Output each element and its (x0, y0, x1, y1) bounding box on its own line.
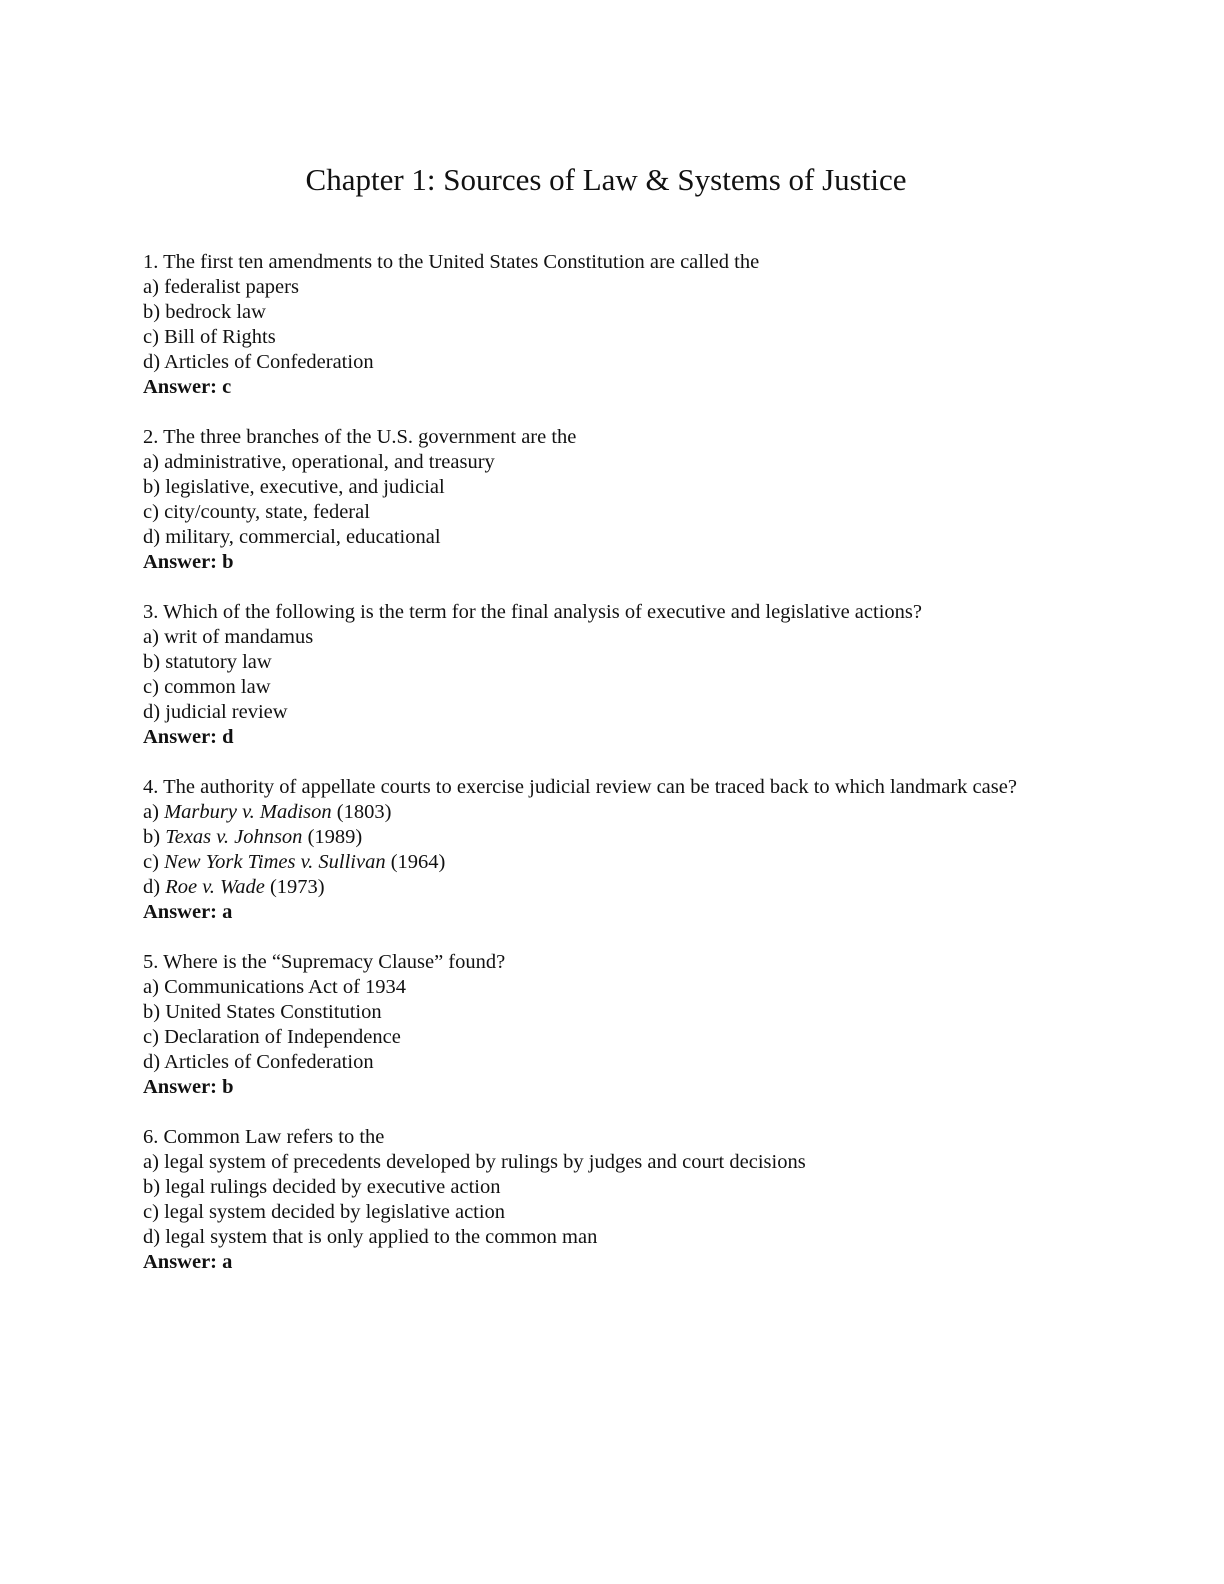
option-text: judicial review (165, 701, 288, 723)
option-text: Articles of Confederation (164, 351, 374, 373)
option-prefix: b) (143, 476, 166, 498)
option-prefix: a) (143, 626, 165, 648)
option-text: Bill of Rights (164, 326, 276, 348)
page-title: Chapter 1: Sources of Law & Systems of Justice (305, 162, 907, 197)
answer-key: Answer: c (143, 376, 232, 398)
option-prefix: d) (143, 701, 166, 723)
option-text: legal system decided by legislative action (164, 1201, 506, 1223)
option-prefix: d) (143, 351, 165, 373)
option-prefix: d) (143, 1226, 166, 1248)
case-name: Marbury v. Madison (164, 801, 332, 823)
option-c (143, 500, 1083, 525)
option-text: legal system of precedents developed by rulings by judges and court decisions (164, 1151, 806, 1173)
option-text: statutory law (165, 651, 272, 673)
option-a (143, 975, 1083, 1000)
option-d (143, 525, 1083, 550)
option-prefix: a) (143, 1151, 165, 1173)
option-a (143, 800, 1083, 825)
question-list (143, 250, 1083, 1300)
option-a (143, 625, 1083, 650)
option-prefix: c) (143, 851, 165, 873)
option-c (143, 1200, 1083, 1225)
option-d (143, 875, 1083, 900)
option-b (143, 475, 1083, 500)
case-name: Texas v. Johnson (165, 826, 303, 848)
option-prefix: b) (143, 826, 166, 848)
option-text: federalist papers (164, 276, 299, 298)
answer-key: Answer: a (143, 901, 233, 923)
option-prefix: d) (143, 526, 166, 548)
question-stem: 4. The authority of appellate courts to exercise judicial review can be traced back to which landmark case? (143, 776, 1017, 798)
option-c (143, 675, 1083, 700)
option-d (143, 1225, 1083, 1250)
option-prefix: a) (143, 276, 165, 298)
option-text: United States Constitution (165, 1001, 382, 1023)
answer-key: Answer: b (143, 1076, 234, 1098)
option-prefix: b) (143, 1176, 166, 1198)
option-prefix: c) (143, 676, 165, 698)
option-b (143, 825, 1083, 850)
question-3 (143, 600, 1083, 750)
option-prefix: b) (143, 651, 166, 673)
question-stem: 5. Where is the “Supremacy Clause” found? (143, 951, 506, 973)
answer-key: Answer: d (143, 726, 234, 748)
option-text: legal rulings decided by executive action (165, 1176, 501, 1198)
option-prefix: b) (143, 301, 166, 323)
option-text: common law (164, 676, 271, 698)
question-4 (143, 775, 1083, 925)
option-text: Declaration of Independence (164, 1026, 401, 1048)
question-stem: 2. The three branches of the U.S. government are the (143, 426, 577, 448)
option-b (143, 1000, 1083, 1025)
option-prefix: c) (143, 326, 165, 348)
option-text: Communications Act of 1934 (164, 976, 407, 998)
question-2 (143, 425, 1083, 575)
option-prefix: a) (143, 801, 165, 823)
answer-key: Answer: a (143, 1251, 233, 1273)
option-text: bedrock law (165, 301, 266, 323)
option-b (143, 300, 1083, 325)
option-prefix: a) (143, 976, 165, 998)
question-stem: 1. The first ten amendments to the United States Constitution are called the (143, 251, 760, 273)
option-text: Articles of Confederation (164, 1051, 374, 1073)
option-prefix: c) (143, 1026, 165, 1048)
option-c (143, 1025, 1083, 1050)
option-prefix: b) (143, 1001, 166, 1023)
question-stem: 3. Which of the following is the term for the final analysis of executive and legislative actions? (143, 601, 922, 623)
option-prefix: c) (143, 501, 165, 523)
option-prefix: c) (143, 1201, 165, 1223)
option-b (143, 650, 1083, 675)
question-stem: 6. Common Law refers to the (143, 1126, 385, 1148)
case-year: (1964) (385, 851, 446, 873)
option-text: legislative, executive, and judicial (165, 476, 445, 498)
question-1 (143, 250, 1083, 400)
option-d (143, 700, 1083, 725)
option-d (143, 1050, 1083, 1075)
option-d (143, 350, 1083, 375)
option-text: city/county, state, federal (164, 501, 370, 523)
question-5 (143, 950, 1083, 1100)
option-text: legal system that is only applied to the common man (165, 1226, 598, 1248)
option-text: writ of mandamus (164, 626, 314, 648)
option-prefix: a) (143, 451, 165, 473)
question-6 (143, 1125, 1083, 1275)
option-prefix: d) (143, 1051, 165, 1073)
option-b (143, 1175, 1083, 1200)
option-c (143, 850, 1083, 875)
option-a (143, 450, 1083, 475)
option-a (143, 275, 1083, 300)
option-text: administrative, operational, and treasury (164, 451, 495, 473)
case-name: Roe v. Wade (165, 876, 265, 898)
option-a (143, 1150, 1083, 1175)
option-c (143, 325, 1083, 350)
case-year: (1803) (331, 801, 392, 823)
option-prefix: d) (143, 876, 166, 898)
case-year: (1973) (264, 876, 325, 898)
case-year: (1989) (302, 826, 363, 848)
case-name: New York Times v. Sullivan (164, 851, 386, 873)
option-text: military, commercial, educational (165, 526, 441, 548)
answer-key: Answer: b (143, 551, 234, 573)
